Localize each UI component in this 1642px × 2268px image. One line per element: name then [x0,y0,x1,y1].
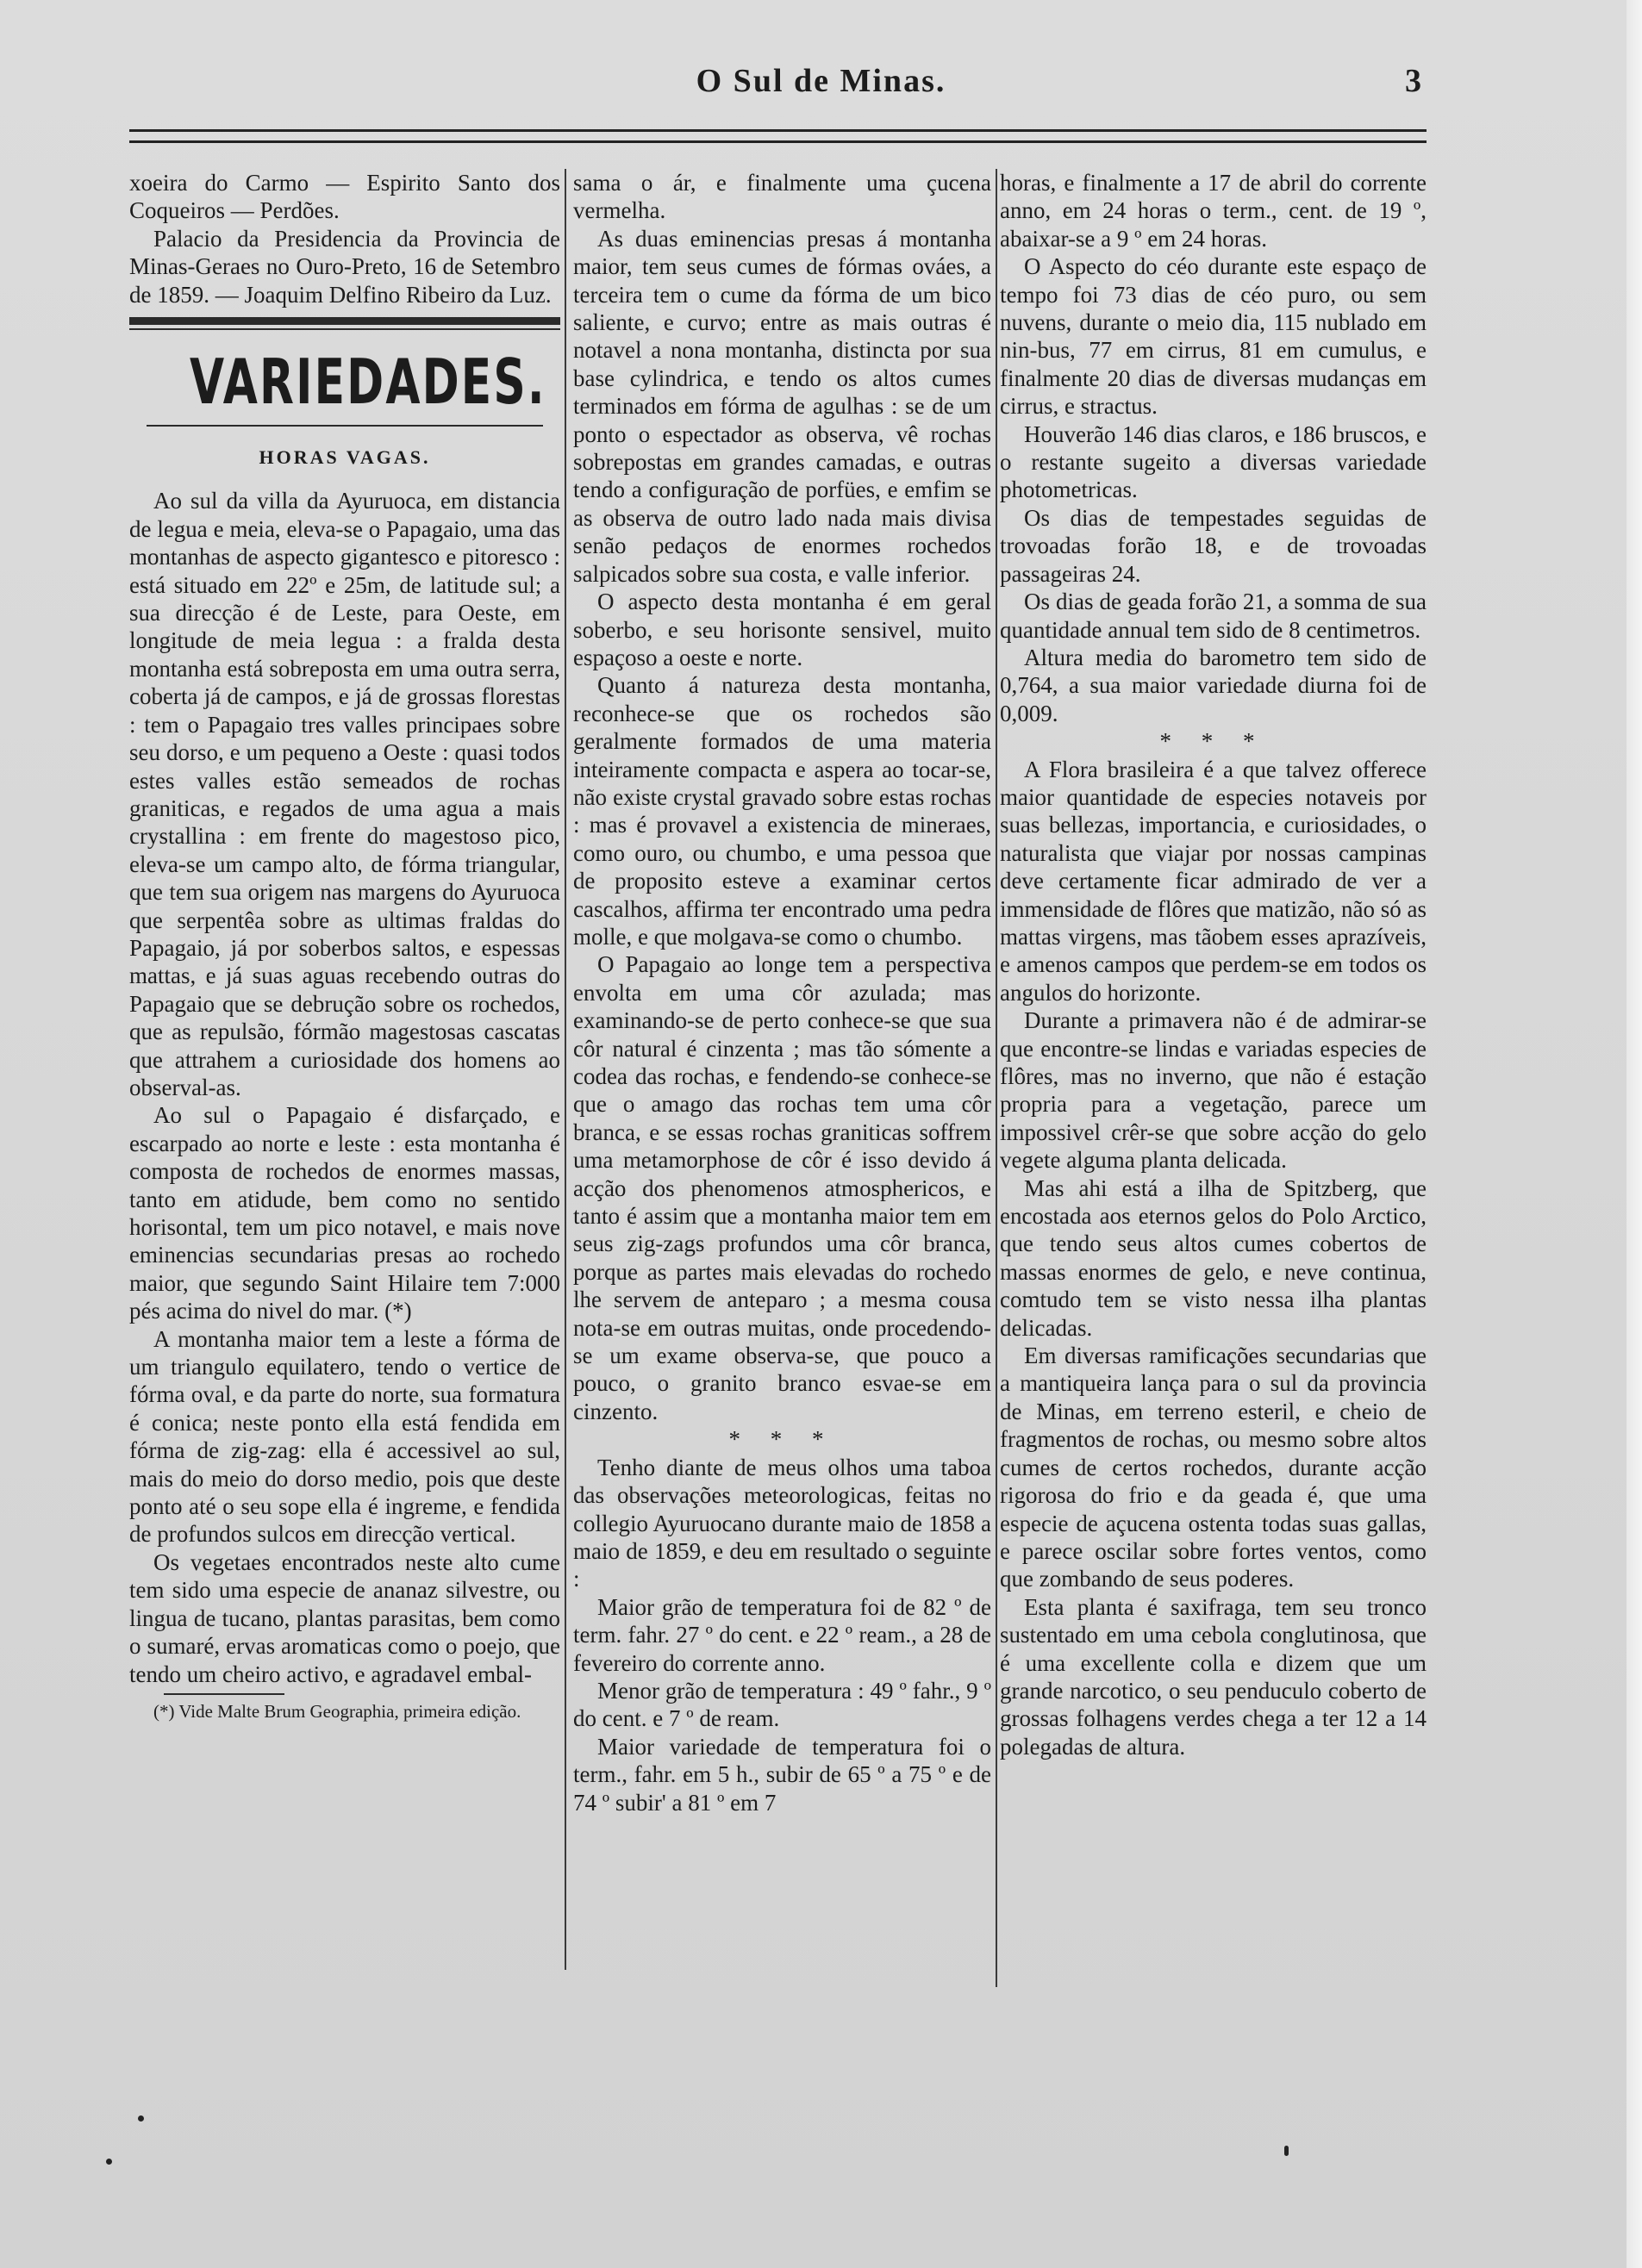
paragraph: Mas ahi está a ilha de Spitzberg, que encostada aos eternos gelos do Polo Arctico, que tendo seus altos cumes cobertos de massas enormes de gelo, e neve continua, comtudo tem se visto nessa ilha plantas delicadas. [1000,1174,1427,1341]
paragraph: Esta planta é saxifraga, tem seu tronco sustentado em uma cebola conglutinosa, que é uma excellente colla e dizem que um grande narcotico, o seu penduculo coberto de grossas folhagens verdes chega a ter 12 a 14 polegadas de altura. [1000,1593,1427,1760]
article-subtitle: HORAS VAGAS. [259,446,431,469]
paragraph: Maior variedade de temperatura foi o term., fahr. em 5 h., subir de 65 º a 75 º e de 74 º subir' a 81 º em 7 [573,1733,991,1816]
column-1 [129,169,560,1723]
paragraph: Maior grão de temperatura foi de 82 º de term. fahr. 27 º do cent. e 22 º ream., a 28 de fevereiro do corrente anno. [573,1593,991,1676]
paragraph: O aspecto desta montanha é em geral soberbo, e seu horisonte sensivel, muito espaçoso a oeste e norte. [573,589,991,670]
paragraph: O Papagaio ao longe tem a perspectiva envolta em uma côr azulada; mas examinando-se de perto conhece-se que sua côr natural é cinzenta ; mas tão sómente a codea das rochas, e fendendo-se conhece-se que o amago das rochas tem uma côr branca, e se essas rochas graniticas soffrem uma metamorphose de côr é isso devido á acção dos phenomenos atmosphericos, e tanto é assim que a montanha maior tem em seus zig-zags profundos uma côr branca, porque as partes mais elevadas do rochedo lhe servem de anteparo ; a mesma cousa nota-se em outras muitas, onde procedendo-se um exame observa-se, que pouco a pouco, o granito branco esvae-se em cinzento. [573,951,991,1424]
paragraph: Os dias de geada forão 21, a somma de sua quantidade annual tem sido de 8 centimetros. [1000,589,1427,643]
header-rule [129,129,1427,143]
paragraph: Em diversas ramificações secundarias que a mantiqueira lança para o sul da provincia de Minas, em terreno esteril, e cheio de fragmentos de rochas, ou mesmo sobre altos cumes de certos rochedos, durante acção rigorosa do frio e da geada é, que uma especie de açucena ostenta todas suas gallas, e parece oscilar sobre fortes ventos, como que zombando de seus poderes. [1000,1343,1427,1592]
column-2 [573,169,991,1816]
paragraph: horas, e finalmente a 17 de abril do corrente anno, em 24 horas o term., cent. de 19 º, abaixar-se a 9 º em 24 horas. [1000,170,1427,252]
paragraph: Os dias de tempestades seguidas de trovoadas forão 18, e de trovoadas passageiras 24. [1000,504,1427,587]
page-edge [1626,0,1642,2268]
paragraph: Altura media do barometro tem sido de 0,764, a sua maior variedade diurna foi de 0,009. [1000,644,1427,726]
ink-speck [1284,2146,1289,2156]
paragraph: As duas eminencias presas á montanha maior, tem seus cumes de fórmas ováes, a terceira tem o cume da fórma de um bico saliente, e curvo; entre as mais outras é notavel a nona montanha, distincta por sua base cylindrica, e tendo os altos cumes terminados em fórma de agulhas : se de um ponto o espectador as observa, vê rochas sobrepostas em grandes camadas, e outras tendo a configuração de porfües, e emfim se as observa de outro lado nada mais divisa senão pedaços de enormes rochedos salpicados sobre sua costa, e valle inferior. [573,225,991,587]
page-number: 3 [1405,63,1421,99]
paragraph: Houverão 146 dias claros, e 186 bruscos, e o restante sugeito a diversas variedade photometricas. [1000,421,1427,503]
paragraph: O Aspecto do céo durante este espaço de tempo foi 73 dias de céo puro, ou sem nuvens, durante o meio dia, 115 nublado em nin-bus, 77 em cirrus, 81 em cumulus, e finalmente 20 dias de diversas mudanças em cirrus, e stractus. [1000,253,1427,420]
paragraph: sama o ár, e finalmente uma çucena vermelha. [573,170,991,224]
paragraph: Os vegetaes encontrados neste alto cume tem sido uma especie de ananaz silvestre, ou lingua de tucano, plantas parasitas, bem como o sumaré, ervas aromaticas como o poejo, que tendo um cheiro activo, e agradavel embal- [129,1548,560,1687]
paragraph: A Flora brasileira é a que talvez offerece maior quantidade de especies notaveis por suas bellezas, importancia, e curiosidades, o naturalista que viajar por nossas campinas deve certamente ficar admirado de ver a immensidade de flôres que matizão, não só as mattas virgens, mas tãobem esses aprazíveis, e amenos campos que perdem-se em todos os angulos do horizonte. [1000,756,1427,1006]
column-divider [996,169,997,1987]
newspaper-title: O Sul de Minas. [696,63,946,99]
paragraph: xoeira do Carmo — Espirito Santo dos Coqueiros — Perdões. [129,170,560,224]
paragraph: Durante a primavera não é de admirar-se que encontre-se lindas e variadas especies de flôres, mas no inverno, que não é estação propria para a vegetação, parece um impossivel crêr-se que sobre acção do gelo vegete alguma planta delicada. [1000,1007,1427,1174]
column-3 [1000,169,1427,1760]
section-divider-thin [129,328,560,330]
paragraph: Ao sul da villa da Ayuruoca, em distancia de legua e meia, eleva-se o Papagaio, uma das montanhas de aspecto gigantesco e pitoresco : está situado em 22º e 25m, de latitude sul; a sua direcção é de Leste, para Oeste, em longitude de meia legua : a fralda desta montanha está sobreposta em uma outra serra, coberta já de campos, e já de grossas florestas : tem o Papagaio tres valles principaes sobre seu dorso, e um pequeno a Oeste : quasi todos estes valles estão semeados de rochas graniticas, e regados de uma agua a mais crystallina : em frente do magestoso pico, eleva-se um campo alto, de fórma triangular, que tem sua origem nas margens do Ayuruoca que serpentêa sobre as ultimas fraldas do Papagaio, já por soberbos saltos, e espessas mattas, e já suas aguas recebendo outras do Papagaio que se debrução sobre os rochedos, que as repulsão, fórmão magestosas cascatas que attrahem a curiosidade dos homens ao observal-as. [129,488,560,1100]
ink-speck [138,2115,144,2122]
section-title: VARIEDADES. [190,346,546,419]
footnote-rule [164,1693,284,1695]
separator-stars: * * * [1159,728,1267,755]
ink-speck [106,2159,112,2165]
separator-stars: * * * [728,1426,836,1453]
paragraph: Palacio da Presidencia da Provincia de Minas-Geraes no Ouro-Preto, 16 de Setembro de 1859. — Joaquim Delfino Ribeiro da Luz. [129,225,560,308]
section-divider [129,317,560,325]
column-divider [565,169,566,1970]
footnote: (*) Vide Malte Brum Geographia, primeira edição. [153,1700,521,1722]
paragraph: Ao sul o Papagaio é disfarçado, e escarpado ao norte e leste : esta montanha é composta de rochedos de enormes massas, tanto em atidude, bem como no sentido horisontal, tem um pico notavel, e mais nove eminencias secundarias presas ao rochedo maior, que segundo Saint Hilaire tem 7:000 pés acima do nivel do mar. (*) [129,1102,560,1324]
paragraph: A montanha maior tem a leste a fórma de um triangulo equilatero, tendo o vertice de fórma oval, e da parte do norte, sua formatura é conica; neste ponto ella está fendida em fórma de zig-zag: ella é accessivel ao sul, mais do meio do dorso medio, pois que deste ponto até o seu sope ella é ingreme, e fendida de profundos sulcos em direcção vertical. [129,1325,560,1548]
section-title-rule [147,425,543,427]
paragraph: Quanto á natureza desta montanha, reconhece-se que os rochedos são geralmente formados de uma materia inteiramente compacta e aspera ao tocar-se, não existe crystal gravado sobre estas rochas : mas é provavel a existencia de mineraes, como ouro, ou chumbo, e uma pessoa que de proposito esteve a examinar certos cascalhos, affirma ter encontrado uma pedra molle, e que molgava-se como o chumbo. [573,672,991,950]
paragraph: Tenho diante de meus olhos uma taboa das observações meteorologicas, feitas no collegio Ayuruocano durante maio de 1858 a maio de 1859, e deu em resultado o seguinte : [573,1454,991,1592]
paragraph: Menor grão de temperatura : 49 º fahr., 9 º do cent. e 7 º de ream. [573,1677,991,1732]
